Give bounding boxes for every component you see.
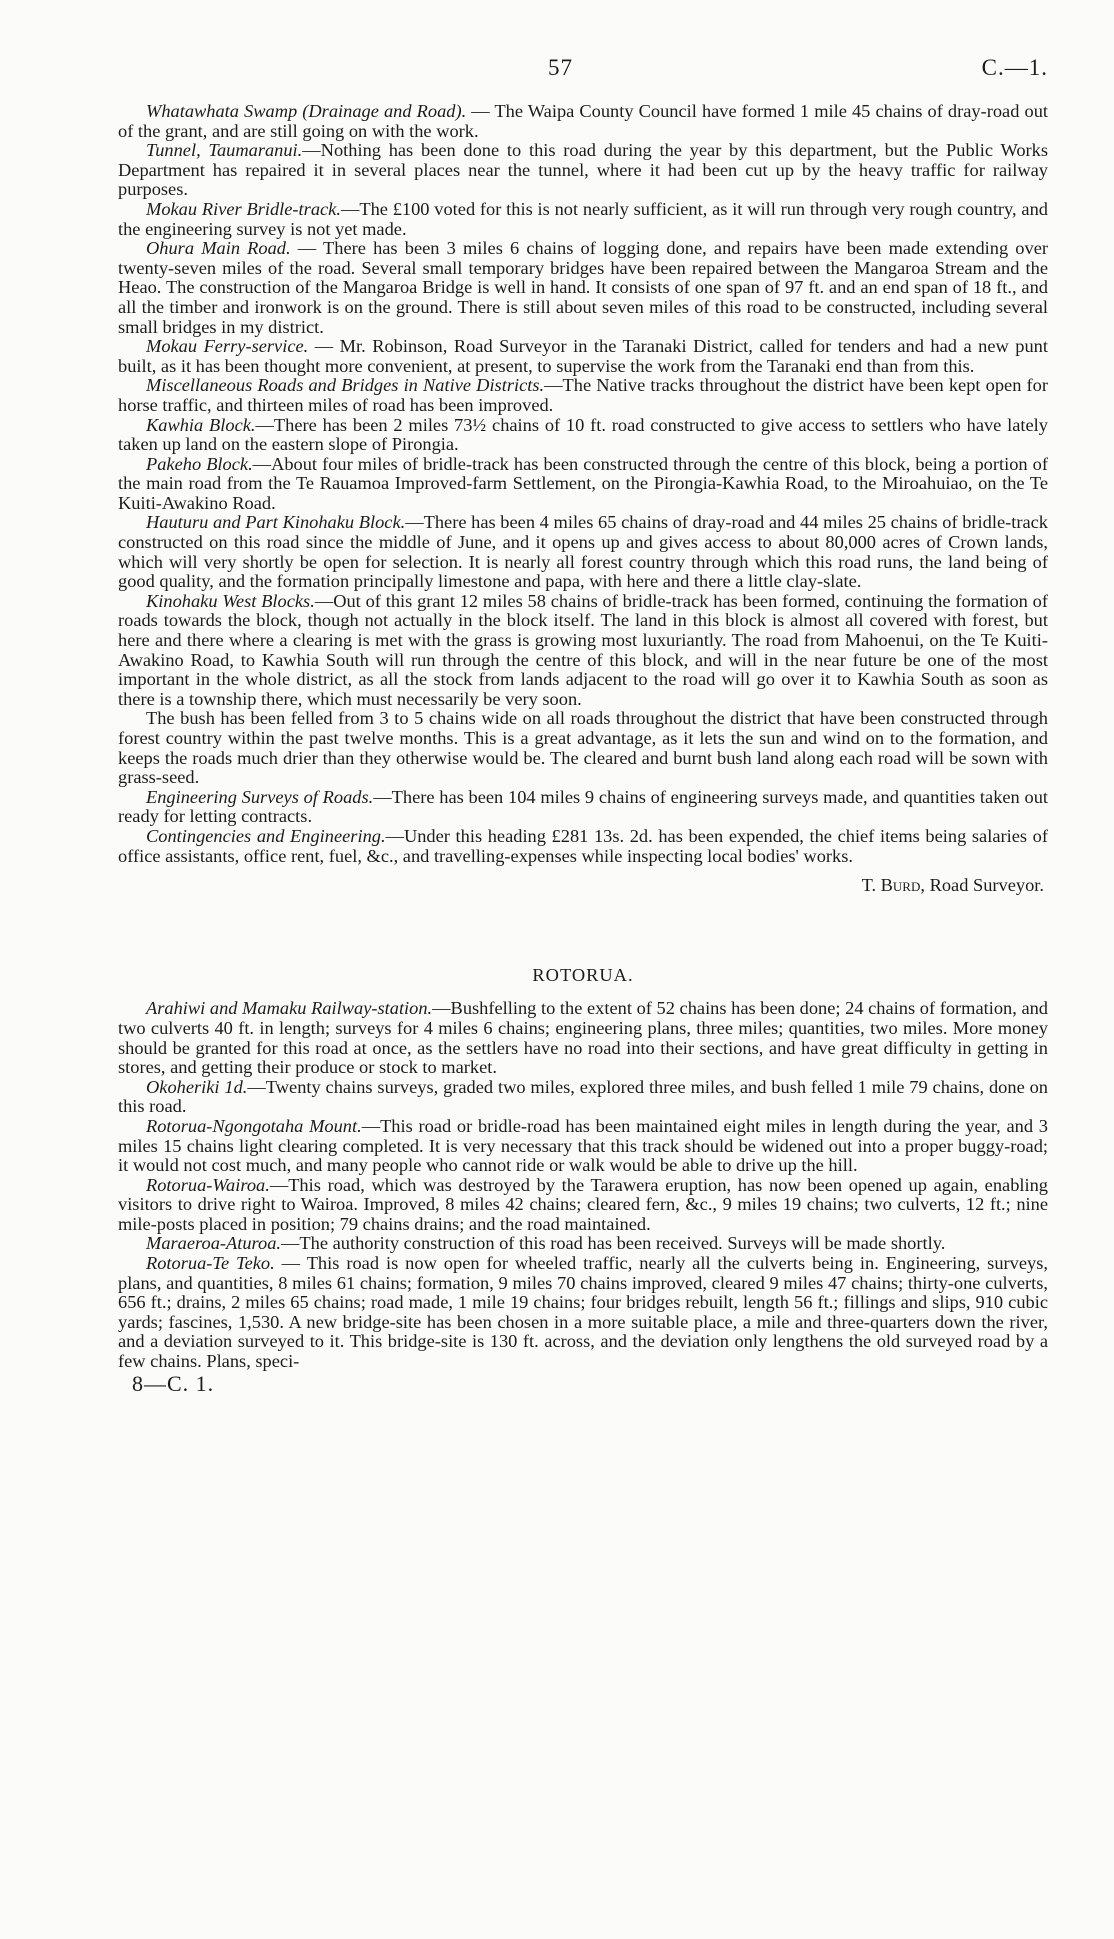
paragraph-title: Hauturu and Part Kinohaku Block. [146,512,406,533]
paragraph-title: Rotorua-Te Teko. [146,1253,275,1274]
paragraph-title: Mokau River Bridle-track. [146,198,341,219]
paragraph: Miscellaneous Roads and Bridges in Native Districts.—The Native tracks throughout the district have been kept open for horse traffic, and thirteen miles of road has been improved. [118,375,1048,415]
paragraph-title: Miscellaneous Roads and Bridges in Native Districts. [146,375,545,396]
paragraph-text: There has been 104 miles 9 chains of engineering surveys made, and quantities taken out ready for letting contracts. [118,786,1048,827]
paragraph-text: The Native tracks throughout the district have been kept open for horse traffic, and thirteen miles of road has been improved. [118,375,1048,415]
paragraph-title: Rotorua-Wairoa. [146,1174,270,1195]
paragraph-text: Twenty chains surveys, graded two miles, explored three miles, and bush felled 1 mile 79 chains, done on this road. [118,1076,1048,1117]
paragraph-title: Whatawhata Swamp (Drainage and Road). [146,101,467,121]
paragraph: Ohura Main Road. — There has been 3 miles 6 chains of logging done, and repairs have been made extending over twenty-seven miles of the road. Several small temporary bridges have been repaired between the Mangaroa Stream and the Heao. The construction of the Mangaroa Bridge is well in hand. It consists of one span of 97 ft. and an end span of 18 ft., and all the timber and ironwork is on the ground. There is still about seven miles of this road to be constructed, including several small bridges in my district. [118,238,1048,337]
paragraph-text: About four miles of bridle-track has been constructed through the centre of this block, being a portion of the main road from the Te Rauamoa Improved-farm Settlement, on the Pirongia-Kawhia Road, to the Miroahuiao, on the Te Kuiti-Awakino Road. [118,453,1048,513]
paragraph-title: Tunnel, Taumaranui. [146,140,303,161]
paragraph: Tunnel, Taumaranui.—Nothing has been done to this road during the year by this department, but the Public Works Department has repaired it in several places near the tunnel, where it had been cut up by the heavy traffic for railway purposes. [118,140,1049,200]
paragraph: Kinohaku West Blocks.—Out of this grant 12 miles 58 chains of bridle-track has been formed, continuing the formation of roads towards the block, though not actually in the block itself. The land in this block is almost all covered with forest, but here and there where a clearing is met with the grass is growing most luxuriantly. The road from Mahoenui, on the Te Kuiti-Awakino Road, to Kawhia South will run through the centre of this block, and will in the near future be one of the most important in the whole district, as all the stock from lands adjacent to the road will go over it to Kawhia South as soon as there is a township there, which must necessarily be very soon. [118,590,1048,709]
paragraph-title: Engineering Surveys of Roads. [146,786,374,807]
page-number: 57 [548,55,573,80]
paragraph-text: This road or bridle-road has been maintained eight miles in length during the year, and 3 miles 15 chains light clearing completed. It is very necessary that this track should be widened out into a proper buggy-road; it would not cost much, and many people who cannot ride or walk would be able to drive up the hill. [118,1115,1048,1176]
signature: T. Burd, Road Surveyor. [861,875,1044,896]
paragraph-title: Arahiwi and Mamaku Railway-station. [146,998,433,1019]
paragraph: Contingencies and Engineering.—Under this heading £281 13s. 2d. has been expended, the chief items being salaries of office assistants, office rent, fuel, &c., and travelling-expenses while inspecting local bodies' works. [118,825,1048,866]
paragraph: Engineering Surveys of Roads.—There has been 104 miles 9 chains of engineering surveys made, and quantities taken out ready for letting contracts. [118,786,1048,827]
paragraph-text: The bush has been felled from 3 to 5 chains wide on all roads throughout the district that have been constructed through forest country within the past twelve months. This is a great advantage, as it lets the sun and wind on to the formation, and keeps the roads much drier than they otherwise would be. The cleared and burnt bush land along each road will be sown with grass-seed. [118,708,1048,788]
paragraph-title: Kawhia Block. [146,414,256,435]
paragraph-text: This road, which was destroyed by the Tarawera eruption, has now been opened up again, enabling visitors to drive right to Wairoa. Improved, 8 miles 42 chains; cleared fern, &c., 9 miles 19 chains; two culverts, 12 ft.; nine mile-posts placed in position; 79 chains drains; and the road maintained. [118,1174,1048,1234]
paragraph-title: Contingencies and Engineering. [146,825,386,846]
paragraph: Hauturu and Part Kinohaku Block.—There has been 4 miles 65 chains of dray-road and 44 miles 25 chains of bridle-track constructed on this road since the middle of June, and it opens up and gives access to about 80,000 acres of Crown lands, which will very shortly be open for selection. It is nearly all forest country through which this road runs, the land being of good quality, and the formation principally limestone and papa, with here and there a little clay-slate. [118,512,1048,592]
document-code: C.—1. [981,55,1048,80]
paragraph-title: Maraeroa-Aturoa. [146,1233,282,1254]
paragraph-title: Okoheriki 1d. [146,1076,248,1097]
printer-signature-mark: 8—C. 1. [132,1370,215,1396]
paragraph-text: There has been 2 miles 73½ chains of 10 ft. road constructed to give access to settlers who have lately taken up land on the eastern slope of Pirongia. [118,414,1048,455]
paragraph-text: Mr. Robinson, Road Surveyor in the Taranaki District, called for tenders and had a new punt built, as it has been thought more convenient, at present, to supervise the work from the Taranaki end than from this. [118,336,1048,376]
paragraph-title: Kinohaku West Blocks. [146,590,315,611]
paragraph-title: Ohura Main Road. [146,238,291,259]
paragraph-text: There has been 4 miles 65 chains of dray-road and 44 miles 25 chains of bridle-track constructed on this road since the middle of June, and it opens up and gives access to about 80,000 acres of Crown lands, which will very shortly be open for selection. It is nearly all forest country through which this road runs, the land being of good quality, and the formation principally limestone and papa, with here and there a little clay-slate. [118,512,1048,592]
paragraph: Maraeroa-Aturoa.—The authority construction of this road has been received. Surveys will be made shortly. [146,1233,946,1254]
paragraph-text: Bushfelling to the extent of 52 chains has been done; 24 chains of formation, and two culverts 40 ft. in length; surveys for 4 miles 6 chains; engineering plans, three miles; quantities, two miles. More money should be granted for this road at once, as the settlers have no road into their sections, and have great difficulty in getting in stores, and getting their produce or stock to market. [118,998,1048,1078]
paragraph: Kawhia Block.—There has been 2 miles 73½ chains of 10 ft. road constructed to give access to settlers who have lately taken up land on the eastern slope of Pirongia. [118,414,1048,455]
paragraph: Rotorua-Wairoa.—This road, which was destroyed by the Tarawera eruption, has now been opened up again, enabling visitors to drive right to Wairoa. Improved, 8 miles 42 chains; cleared fern, &c., 9 miles 19 chains; two culverts, 12 ft.; nine mile-posts placed in position; 79 chains drains; and the road maintained. [118,1174,1048,1234]
section-heading: ROTORUA. [532,964,634,985]
paragraph: Rotorua-Te Teko. — This road is now open for wheeled traffic, nearly all the culverts being in. Engineering, surveys, plans, and quantities, 8 miles 61 chains; formation, 9 miles 70 chains improved, cleared 9 miles 47 chains; thirty-one culverts, 656 ft.; drains, 2 miles 65 chains; road made, 1 mile 19 chains; four bridges rebuilt, length 56 ft.; fillings and slips, 910 cubic yards; fascines, 1,530. A new bridge-site has been chosen in a more suitable place, a mile and three-quarters down the river, and a deviation surveyed to it. This bridge-site is 130 ft. across, and the deviation only lengthens the old surveyed road by a few chains. Plans, speci- [118,1253,1048,1372]
paragraph: Arahiwi and Mamaku Railway-station.—Bushfelling to the extent of 52 chains has been done; 24 chains of formation, and two culverts 40 ft. in length; surveys for 4 miles 6 chains; engineering plans, three miles; quantities, two miles. More money should be granted for this road at once, as the settlers have no road into their sections, and have great difficulty in getting in stores, and getting their produce or stock to market. [118,998,1048,1078]
paragraph-text: Out of this grant 12 miles 58 chains of bridle-track has been formed, continuing the formation of roads towards the block, though not actually in the block itself. The land in this block is almost all covered with forest, but here and there where a clearing is met with the grass is growing most luxuriantly. The road from Mahoenui, on the Te Kuiti-Awakino Road, to Kawhia South will run through the centre of this block, and will in the near future be one of the most important in the whole district, as all the stock from lands adjacent to the road will go over it to Kawhia South as soon as there is a township there, which must necessarily be very soon. [118,590,1048,709]
paragraph-title: Pakeho Block. [146,453,253,474]
paragraph-text: Under this heading £281 13s. 2d. has been expended, the chief items being salaries of office assistants, office rent, fuel, &c., and travelling-expenses while inspecting local bodies' works. [118,825,1048,866]
paragraph: Mokau Ferry-service. — Mr. Robinson, Road Surveyor in the Taranaki District, called for tenders and had a new punt built, as it has been thought more convenient, at present, to supervise the work from the Taranaki end than from this. [118,336,1048,376]
paragraph-text: This road is now open for wheeled traffic, nearly all the culverts being in. Engineering, surveys, plans, and quantities, 8 miles 61 chains; formation, 9 miles 70 chains improved, cleared 9 miles 47 chains; thirty-one culverts, 656 ft.; drains, 2 miles 65 chains; road made, 1 mile 19 chains; four bridges rebuilt, length 56 ft.; fillings and slips, 910 cubic yards; fascines, 1,530. A new bridge-site has been chosen in a more suitable place, a mile and three-quarters down the river, and a deviation surveyed to it. This bridge-site is 130 ft. across, and the deviation only lengthens the old surveyed road by a few chains. Plans, speci- [118,1253,1048,1372]
paragraph: Okoheriki 1d.—Twenty chains surveys, graded two miles, explored three miles, and bush felled 1 mile 79 chains, done on this road. [118,1076,1048,1117]
rotorua-section [118,966,1048,1372]
paragraph-text: There has been 3 miles 6 chains of logging done, and repairs have been made extending over twenty-seven miles of the road. Several small temporary bridges have been repaired between the Mangaroa Stream and the Heao. The construction of the Mangaroa Bridge is well in hand. It consists of one span of 97 ft. and an end span of 18 ft., and all the timber and ironwork is on the ground. There is still about seven miles of this road to be constructed, including several small bridges in my district. [118,238,1048,337]
paragraph-text: The £100 voted for this is not nearly sufficient, as it will run through very rough country, and the engineering survey is not yet made. [118,198,1048,239]
paragraph: Whatawhata Swamp (Drainage and Road). — The Waipa County Council have formed 1 mile 45 chains of dray-road out of the grant, and are still going on with the work. [118,101,1048,141]
paragraph [118,709,1048,787]
paragraph-title: Rotorua-Ngongotaha Mount. [146,1115,362,1136]
paragraph: Pakeho Block.—About four miles of bridle-track has been constructed through the centre of this block, being a portion of the main road from the Te Rauamoa Improved-farm Settlement, on the Pirongia-Kawhia Road, to the Miroahuiao, on the Te Kuiti-Awakino Road. [118,453,1048,513]
paragraph-text: Nothing has been done to this road during the year by this department, but the Public Works Department has repaired it in several places near the tunnel, where it had been cut up by the heavy traffic for railway purposes. [118,140,1049,200]
page-header [118,55,1048,102]
paragraph-text: The authority construction of this road has been received. Surveys will be made shortly. [299,1233,946,1254]
paragraph-title: Mokau Ferry-service. [146,336,309,357]
road-surveyor-report [118,102,1048,896]
paragraph: Rotorua-Ngongotaha Mount.—This road or bridle-road has been maintained eight miles in length during the year, and 3 miles 15 chains light clearing completed. It is very necessary that this track should be widened out into a proper buggy-road; it would not cost much, and many people who cannot ride or walk would be able to drive up the hill. [118,1115,1048,1176]
paragraph: Mokau River Bridle-track.—The £100 voted for this is not nearly sufficient, as it will run through very rough country, and the engineering survey is not yet made. [118,198,1048,239]
paragraph-text: The Waipa County Council have formed 1 mile 45 chains of dray-road out of the grant, and are still going on with the work. [118,101,1048,141]
